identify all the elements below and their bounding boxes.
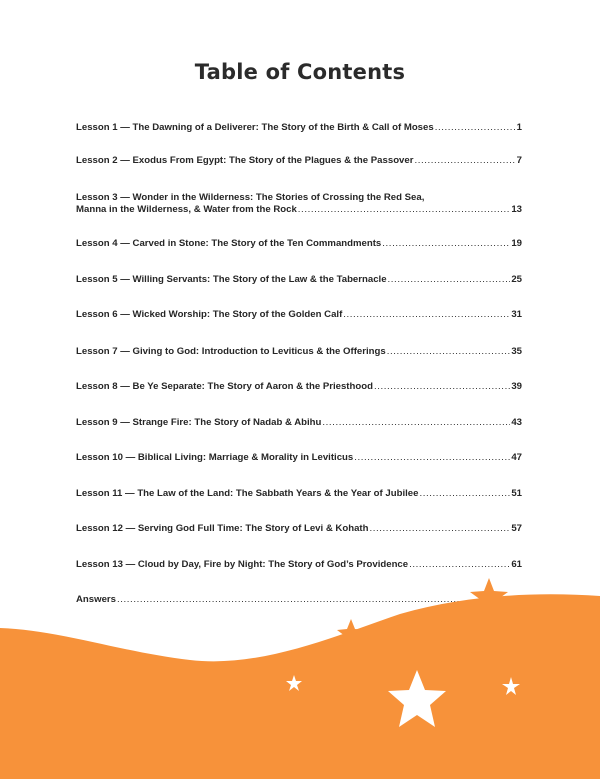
toc-entry-label: Lesson 8 — Be Ye Separate: The Story of Aaron & the Priesthood (76, 381, 373, 392)
toc-page-number: 7 (516, 155, 522, 166)
toc-page-number: 39 (511, 381, 522, 392)
toc-entry-label: Lesson 6 — Wicked Worship: The Story of the Golden Calf (76, 309, 343, 320)
toc-page-number: 13 (511, 204, 522, 215)
toc-page-number: 57 (511, 523, 522, 534)
page-title: Table of Contents (194, 60, 406, 84)
toc-entry-label: Lesson 4 — Carved in Stone: The Story of the Ten Commandments (76, 238, 382, 249)
toc-entry-label: Lesson 9 — Strange Fire: The Story of Nadab & Abihu (76, 417, 322, 428)
toc-page-number: 43 (511, 417, 522, 428)
toc-page-number: 51 (511, 488, 522, 499)
toc-entry-label: Lesson 2 — Exodus From Egypt: The Story of the Plagues & the Passover (76, 155, 414, 166)
toc-entry-label: Lesson 12 — Serving God Full Time: The Story of Levi & Kohath (76, 523, 369, 534)
toc-entry-label: Manna in the Wilderness, & Water from the Rock (76, 204, 297, 215)
toc-page-number: 1 (516, 122, 522, 133)
toc-entry-label: Lesson 7 — Giving to God: Introduction to Leviticus & the Offerings (76, 346, 386, 357)
toc-entry-label: Lesson 13 — Cloud by Day, Fire by Night: The Story of God’s Providence (76, 559, 409, 570)
toc-entry-label: Lesson 10 — Biblical Living: Marriage & Morality in Leviticus (76, 452, 354, 463)
toc-page-number: 31 (511, 309, 522, 320)
toc-page-number: 47 (511, 452, 522, 463)
toc-entry-label: Lesson 11 — The Law of the Land: The Sabbath Years & the Year of Jubilee (76, 488, 419, 499)
toc-page-number: 25 (511, 274, 522, 285)
toc-entry-label: Lesson 1 — The Dawning of a Deliverer: The Story of the Birth & Call of Moses (76, 122, 434, 133)
toc-page-number: 19 (511, 238, 522, 249)
toc-page-number: 61 (511, 559, 522, 570)
toc-page-number: 35 (511, 346, 522, 357)
toc-entry-label: Lesson 5 — Willing Servants: The Story of the Law & the Tabernacle (76, 274, 387, 285)
toc-entry-label-line1: Lesson 3 — Wonder in the Wilderness: The Stories of Crossing the Red Sea, (76, 192, 425, 203)
toc-entry-label: Answers (76, 594, 116, 605)
